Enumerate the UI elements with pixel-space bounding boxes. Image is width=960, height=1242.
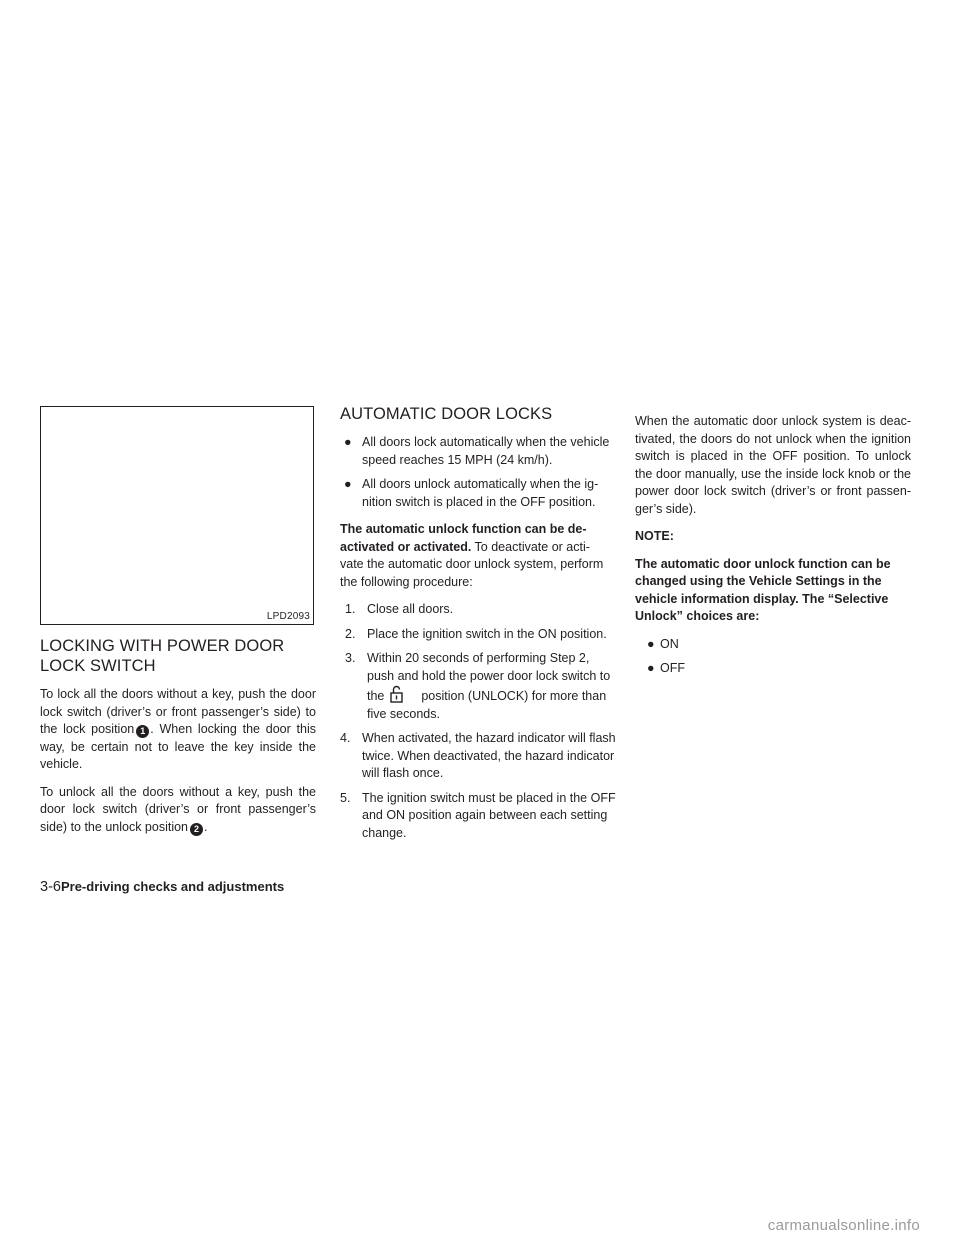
paragraph-deactivated: When the automatic door unlock system is deac- tivated, the doors do not unlock when the ignition switch is placed in the OFF position. To unlock the door manually, use the inside lock knob or the power door lock switch (driver’s or front passen- ger’s side). [635, 414, 911, 516]
watermark: carmanualsonline.info [767, 1217, 920, 1234]
list-item: ● All doors unlock automatically when the ig- nition switch is placed in the OFF position. [344, 477, 599, 509]
list-item: ● OFF [643, 660, 911, 678]
list-item: ● All doors lock automatically when the vehicle speed reaches 15 MPH (24 km/h). [344, 435, 610, 467]
paragraph-unlock: To unlock all the doors without a key, push the door lock switch (driver’s or front passenger’s side) to the unlock position 2 . [40, 784, 316, 834]
section-heading-automatic: AUTOMATIC DOOR LOCKS [340, 405, 553, 423]
page-number: 3-6 [40, 879, 61, 895]
paragraph-procedure-intro: The automatic unlock function can be de- activated or activated. To deactivate or acti- vate the automatic door unlock system, perform the following procedure: [340, 522, 604, 589]
bullet-icon: ● [344, 477, 352, 491]
circled-number-2-icon: 2 [190, 823, 203, 836]
figure-box [40, 406, 314, 625]
bullet-icon: ● [647, 661, 655, 675]
list-item: 5. The ignition switch must be placed in the OFF and ON position again between each setting change. [340, 790, 616, 840]
procedure-steps [340, 601, 616, 842]
choices-list [643, 636, 911, 678]
column-locking-power-door [40, 636, 316, 846]
figure-id: LPD2093 [266, 611, 310, 622]
list-item: ● ON [643, 636, 911, 654]
paragraph-lock: To lock all the doors without a key, push the door lock switch (driver’s or front passenger’s side) to the lock position 1 . When locking the door this way, be certain not to leave the key inside the vehicle. [40, 687, 317, 771]
note-label: NOTE: [635, 529, 674, 543]
bullet-list [340, 434, 616, 511]
column-unlock-note [635, 413, 911, 688]
unlock-icon [388, 685, 418, 703]
list-item: 3. Within 20 seconds of performing Step 2, push and hold the power door lock switch to the position (UNLOCK) for more than five seconds. [345, 651, 611, 721]
circled-number-1-icon: 1 [136, 725, 149, 738]
note-text: The automatic door unlock function can be changed using the Vehicle Settings in the vehicle information display. The “Selective Unlock” choices are: [635, 556, 891, 623]
column-automatic-door-locks [340, 404, 616, 849]
section-title: Pre-driving checks and adjustments [60, 879, 285, 894]
bullet-icon: ● [344, 435, 352, 449]
section-heading-locking [40, 636, 316, 676]
heading-line-1: LOCKING WITH POWER DOOR [40, 637, 285, 655]
heading-line-2: LOCK SWITCH [40, 657, 156, 675]
list-item: 2. Place the ignition switch in the ON position. [345, 626, 607, 641]
page-footer [40, 878, 284, 895]
bullet-icon: ● [647, 636, 655, 651]
list-item: 1. Close all doors. [345, 602, 454, 616]
list-item: 4. When activated, the hazard indicator will flash twice. When deactivated, the hazard indicator will flash once. [340, 731, 616, 780]
